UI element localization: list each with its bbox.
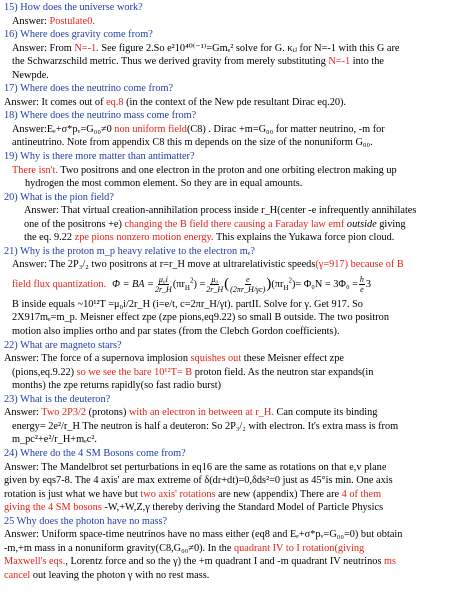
- answer-16-line2: the Schwarzschild metric. Thus we derived gravity from merely substituting N=-1 into the: [12, 56, 384, 68]
- answer-16-line3: Newpde.: [12, 69, 49, 81]
- answer-25-line2: -m,+m mass in a nonuniform gravity(C8,G₀₀≠0). In the quadrant IV to I rotation(giving: [4, 542, 365, 554]
- answer-17: Answer: It comes out of eq.8 (in the context of the New pde resultant Dirac eq.20).: [4, 96, 346, 108]
- question-18: 18) Where does the neutrino mass come from?: [4, 110, 197, 122]
- answer-22-line1: Answer: The force of a supernova implosion squishes out these Meisner effect zpe: [4, 353, 344, 365]
- question-23: 23) What is the deuteron?: [4, 393, 111, 405]
- answer-20-line2: one of the positrons +e) changing the B field there causing a Faraday law emf outside giving: [24, 218, 406, 230]
- question-17: 17) Where does the neutrino come from?: [4, 83, 174, 95]
- answer-24-line3: rotation is just what we have but two axis' rotations are new (appendix) There are 4 of them: [4, 488, 382, 500]
- answer-22-line3: months) the zpe returns rapidly(so fast radio burst): [12, 380, 222, 392]
- answer-24-line2: given by eqs7-8. The 4 axis' are max extreme of δ(dr+dt)=0,δds²=0 just as 45°is min. One axis: [4, 475, 393, 487]
- question-20: 20) What is the pion field?: [4, 191, 114, 203]
- answer-23-line2: energy= 2e²/r_H The neutron is half a deuteron: So 2P₃/₂ with electron. It's extra mass is from: [12, 420, 399, 432]
- answer-16-line1: Answer: From N=-1. See figure 2.So e²10⁴⁰⁽⁻¹⁾=Gmₑ² solve for G. κᵢⱼ for N=-1 with this G are: [12, 42, 400, 54]
- answer-21-line4: B inside equals ~10¹²T =μ₀i/2r_H (i=e/t, c=2πr_H/γt). partII. Solve for γ. Get 917. So: [12, 298, 363, 310]
- flux-quantization-equation: field flux quantization. Φ = BA = $\frac{\text{μ₀i}}{2r\_H}$ $(\pi r_H^2)$ = $\frac{\text{μ₀}}{2r\_H}$ ( $\frac{e}{(2\pi r\_H/\gamma c)}$ ) $(\pi r_H^2)$ = Φ₀N = 3Φ₀ = $\frac{h}{e}$ 3: [12, 275, 372, 295]
- answer-20-line1: Answer: That virtual creation-annihilation process inside r_H(center -e infrequently annihilates: [24, 205, 417, 217]
- question-24: 24) Where do the 4 SM Bosons come from?: [4, 447, 186, 459]
- question-22: 22) What are magneto stars?: [4, 339, 122, 351]
- question-21: 21) Why is the proton m_p heavy relative to the electron mₑ?: [4, 245, 255, 257]
- question-25: 25 Why does the photon have no mass?: [4, 515, 168, 527]
- answer-18-line1: Answer:Eₑ+σ*pᵥ=G₀₀≠0 non uniform field(C8) . Dirac +m=G₀₀ for matter neutrino, -m for: [12, 123, 385, 135]
- answer-21-line5: 2X917mₑ=m_p. Meisner effect zpe (zpe pions,eq9.22) so small B outside. The two positron: [12, 312, 389, 324]
- answer-20-line3: the eq. 9.22 zpe pions nonzero motion energy. This explains the Yukawa force pion cloud.: [24, 232, 395, 244]
- answer-24-line4: giving the 4 SM bosons -W,+W,Z,γ thereby deriving the Standard Model of Particle Physics: [4, 502, 384, 514]
- answer-19-line1: There isn't. Two positrons and one electron in the proton and one orbiting electron making up: [12, 164, 397, 176]
- answer-23-line3: m_pc²+e²/r_H+mₑc².: [12, 434, 97, 446]
- answer-24-line1: Answer: The Mandelbrot set perturbations in eq16 are the same as rotations on that e,v plane: [4, 461, 387, 473]
- answer-25-line4: cancel out leaving the photon γ with no rest mass.: [4, 569, 210, 581]
- answer-23-line1: Answer: Two 2P3/2 (protons) with an electron in between at r_H. Can compute its binding: [4, 407, 378, 419]
- question-16: 16) Where does gravity come from?: [4, 29, 153, 41]
- question-19: 19) Why is there more matter than antimatter?: [4, 151, 195, 163]
- answer-21-line1: Answer: The 2P₃/₂ two positrons at r=r_H move at ultrarelativistic speeds(γ=917) because of B: [12, 259, 404, 271]
- answer-21-line6: motion also implies ortho and par states (from the Clebch Gordon coefficients).: [12, 326, 340, 338]
- answer-22-line2: (pions,eq.9.22) so we see the bare 10¹²T= B proton field. As the neutron star expands(in: [12, 366, 374, 378]
- question-15: 15) How does the universe work?: [4, 2, 143, 13]
- answer-25-line3: Maxwell's eqs., Lorentz force and so the γ) the +m quadrant I and -m quadrant IV neutrinos ms: [4, 556, 397, 568]
- answer-15: Answer: Postulate0.: [12, 15, 95, 27]
- answer-25-line1: Answer: Uniform space-time neutrinos have no mass either (eq8 and Eₑ+σ*pᵥ=G₀₀=0) but obtain: [4, 529, 403, 541]
- answer-18-line2: antineutrino. Note from appendix C8 this m depends on the size of the nonuniform G₀₀.: [12, 137, 373, 149]
- answer-19-line2: hydrogen the most common element. So they are in equal amounts.: [25, 178, 303, 190]
